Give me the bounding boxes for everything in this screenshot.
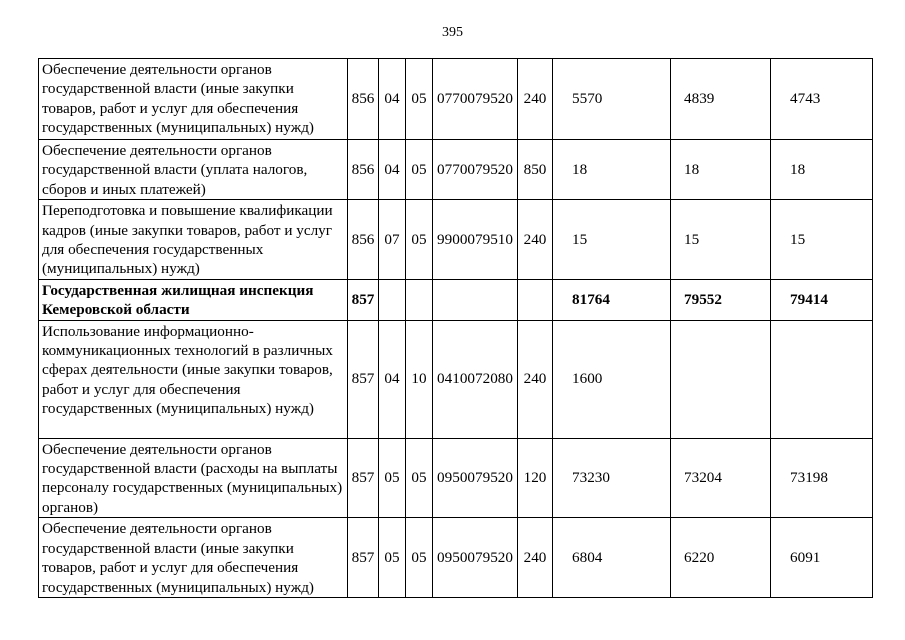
amount-year-2: 4839 (671, 59, 771, 140)
amount-year-2 (671, 320, 771, 438)
amount-year-1: 6804 (553, 518, 671, 598)
expense-type-code: 240 (518, 200, 553, 280)
amount-year-3 (771, 320, 873, 438)
amount-year-1: 5570 (553, 59, 671, 140)
amount-year-3: 4743 (771, 59, 873, 140)
expense-type-code (518, 279, 553, 320)
target-article-code: 0950079520 (433, 438, 518, 518)
section-code: 04 (379, 140, 406, 200)
table-row (39, 200, 873, 280)
ministry-code: 857 (348, 438, 379, 518)
target-article-code: 0950079520 (433, 518, 518, 598)
ministry-code: 856 (348, 59, 379, 140)
section-code: 05 (379, 438, 406, 518)
ministry-code: 856 (348, 140, 379, 200)
amount-year-1: 73230 (553, 438, 671, 518)
amount-year-2: 15 (671, 200, 771, 280)
subsection-code: 05 (406, 59, 433, 140)
budget-table (38, 58, 873, 598)
target-article-code: 9900079510 (433, 200, 518, 280)
amount-year-2: 6220 (671, 518, 771, 598)
amount-year-3: 6091 (771, 518, 873, 598)
amount-year-3: 15 (771, 200, 873, 280)
ministry-code: 857 (348, 518, 379, 598)
page-number: 395 (442, 25, 463, 40)
section-code: 05 (379, 518, 406, 598)
table-row (39, 140, 873, 200)
amount-year-2: 18 (671, 140, 771, 200)
section-code: 07 (379, 200, 406, 280)
section-code: 04 (379, 320, 406, 438)
expense-type-code: 120 (518, 438, 553, 518)
subsection-code: 10 (406, 320, 433, 438)
target-article-code (433, 279, 518, 320)
subsection-code: 05 (406, 438, 433, 518)
subsection-code (406, 279, 433, 320)
section-code (379, 279, 406, 320)
row-description: Обеспечение деятельности органов государственной власти (расходы на выплаты персоналу государственных (муниципальных) органов) (39, 438, 348, 518)
total-year-2: 79552 (671, 279, 771, 320)
amount-year-1: 15 (553, 200, 671, 280)
expense-type-code: 240 (518, 518, 553, 598)
row-description: Переподготовка и повышение квалификации кадров (иные закупки товаров, работ и услуг для обеспечения государственных (муниципальных) нужд) (39, 200, 348, 280)
table-row (39, 438, 873, 518)
total-year-3: 79414 (771, 279, 873, 320)
row-description: Обеспечение деятельности органов государственной власти (уплата налогов, сборов и иных платежей) (39, 140, 348, 200)
table-row (39, 59, 873, 140)
organization-title: Государственная жилищная инспекция Кемеровской области (39, 279, 348, 320)
expense-type-code: 240 (518, 320, 553, 438)
amount-year-2: 73204 (671, 438, 771, 518)
table-row (39, 320, 873, 438)
amount-year-1: 18 (553, 140, 671, 200)
table-row-organization (39, 279, 873, 320)
target-article-code: 0770079520 (433, 59, 518, 140)
table-row (39, 518, 873, 598)
ministry-code: 856 (348, 200, 379, 280)
expense-type-code: 240 (518, 59, 553, 140)
row-description: Обеспечение деятельности органов государственной власти (иные закупки товаров, работ и услуг для обеспечения государственных (муниципальных) нужд) (39, 518, 348, 598)
subsection-code: 05 (406, 140, 433, 200)
ministry-code: 857 (348, 279, 379, 320)
section-code: 04 (379, 59, 406, 140)
amount-year-1: 1600 (553, 320, 671, 438)
subsection-code: 05 (406, 200, 433, 280)
row-description: Обеспечение деятельности органов государственной власти (иные закупки товаров, работ и услуг для обеспечения государственных (муниципальных) нужд) (39, 59, 348, 140)
row-description: Использование информационно-коммуникационных технологий в различных сферах деятельности (иные закупки товаров, работ и услуг для обеспечения государственных (муниципальных) нужд) (39, 320, 348, 438)
amount-year-3: 73198 (771, 438, 873, 518)
subsection-code: 05 (406, 518, 433, 598)
target-article-code: 0770079520 (433, 140, 518, 200)
target-article-code: 0410072080 (433, 320, 518, 438)
amount-year-3: 18 (771, 140, 873, 200)
ministry-code: 857 (348, 320, 379, 438)
total-year-1: 81764 (553, 279, 671, 320)
expense-type-code: 850 (518, 140, 553, 200)
